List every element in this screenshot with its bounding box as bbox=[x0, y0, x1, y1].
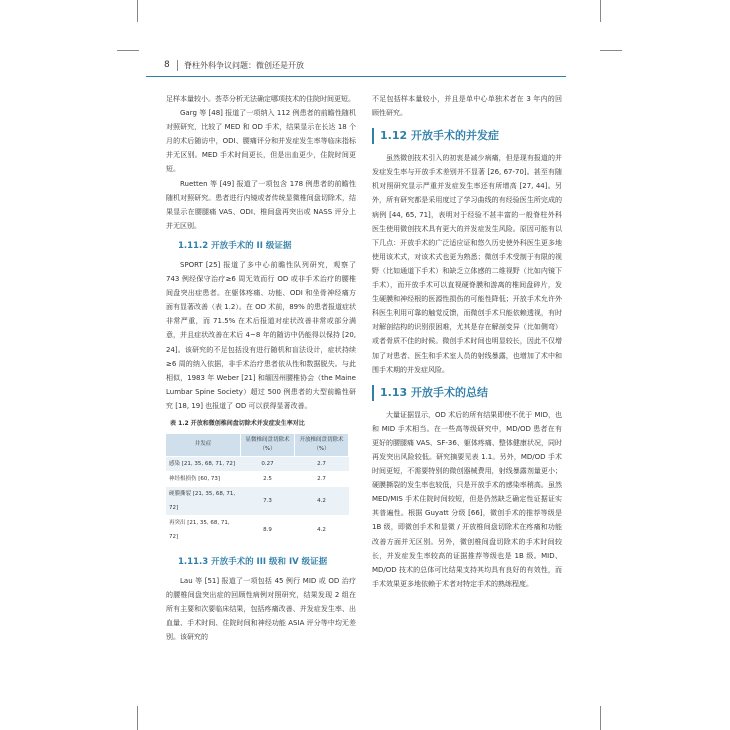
crop-mark bbox=[117, 50, 139, 51]
running-header bbox=[146, 58, 566, 77]
table-cell: 硬膜撕裂 [21, 35, 68, 71, 72] bbox=[166, 487, 241, 516]
crop-mark bbox=[137, 0, 138, 22]
table-cell: 2.5 bbox=[241, 472, 295, 487]
left-column bbox=[166, 92, 356, 644]
section-heading: 1.13 开放手术的总结 bbox=[372, 385, 562, 401]
table-cell: 7.3 bbox=[241, 487, 295, 516]
subsection-heading: 1.11.3 开放手术的 III 级和 IV 级证据 bbox=[178, 556, 328, 567]
crop-mark bbox=[600, 706, 601, 730]
section-heading: 1.12 开放手术的并发症 bbox=[372, 128, 562, 144]
table-cell: 再突出 [21, 35, 68, 71, 72] bbox=[166, 516, 241, 545]
table-cell: 4.2 bbox=[295, 487, 349, 516]
crop-mark bbox=[600, 50, 622, 51]
paragraph: Garg 等 [48] 报道了一项纳入 112 例患者的前瞻性随机对照研究，比较了 MED 和 OD 手术，结果显示在长达 18 个月的术后随访中，ODI、腰痛评分和并发症发生率等临床指标并无区别。MED 手术时间更长，但是出血更少，住院时间更短。 bbox=[166, 109, 356, 174]
right-column bbox=[372, 92, 562, 591]
paragraph: 大量证据显示，OD 术后的所有结果即使不优于 MID，也和 MID 手术相当。在一些高等级研究中，MD/OD 患者在有更好的腰腿痛 VAS、SF-36、躯体疼痛、整体健康状况，同时再发突出风险较低。研究摘要见表 1.1。另外，MD/OD 手术时间更短，不需要特别的微创器械费用，射线暴露剂量更小；硬膜撕裂的发生率也较低，只是开放手术的感染率稍高。虽然 MED/MIS 手术住院时间较短，但是仍然缺乏确定性证据证实其普遍性。根据 Guyatt 分级 [66]，微创手术的推荐等级是 1B 级，即微创手术和显微 / 开放椎间盘切除术在疼痛和功能改善方面并无区别。另外，微创椎间盘切除术的手术时间较长，并发症发生率较高的证据推荐等级也是 1B 级。MID、MD/OD 技术的总体可比结果支持其均具有良好的有效性，而手术效果更多地依赖于术者对特定手术的熟练程度。 bbox=[372, 410, 562, 588]
table-cell: 4.2 bbox=[295, 516, 349, 545]
table-row bbox=[166, 487, 349, 516]
table-cell: 神经根损伤 [60, 73] bbox=[166, 472, 241, 487]
table-cell: 0.27 bbox=[241, 456, 295, 471]
table-row bbox=[166, 472, 349, 487]
table-row bbox=[166, 456, 349, 471]
table-cell: 8.9 bbox=[241, 516, 295, 545]
running-title: 脊柱外科争议问题：微创还是开放 bbox=[184, 61, 304, 70]
paragraph: SPORT [25] 报道了多中心前瞻性队列研究，观察了 743 例经保守治疗≥6 周无效而行 OD 或非手术治疗的腰椎间盘突出症患者。在躯体疼痛、功能、ODI 和坐骨神经痛方面有显著改善（表 1.2）。在 OD 术前，89% 的患者报道症状非常严重，而 71.5% 在术后报道对症状改善非常或部分满意，并且症状改善在术后 4~8 年的随访中仍能得以保持 [20, 24]。该研究的不足包括没有进行随机和盲法设计，症状持续≥6 周的纳入依据，非手术治疗患者依从性和数据脱失。与此相似，1983 年 Weber [21] 和缅因州腰椎协会（the Maine Lumbar Spine Society）超过 500 例患者的大型前瞻性研究 [18, 19] 也报道了 OD 可以获得显著改善。 bbox=[166, 260, 356, 410]
paragraph: Lau 等 [51] 报道了一项包括 45 例行 MID 或 OD 治疗的腰椎间盘突出症的回顾性病例对照研究，结果发现 2 组在所有主要和次要临床结果，包括疼痛改善、并发症发生率、出血量、手术时间、住院时间和神经功能 ASIA 评分等中均无差别。该研究的 bbox=[166, 576, 356, 641]
complications-table bbox=[166, 434, 349, 545]
subsection-heading: 1.11.2 开放手术的 II 级证据 bbox=[178, 240, 292, 251]
table-header: 开放椎间盘切除术（%） bbox=[295, 434, 349, 457]
table-row bbox=[166, 516, 349, 545]
table-header: 并发症 bbox=[166, 434, 241, 457]
paragraph: 虽然微创技术引入的初衷是减少病痛，但是现有报道的并发症发生率与开放手术差别并不显著 [26, 67-70]。甚至有随机对照研究显示严重并发症发生率还有所增高 [27, 44]。另外，所有研究都是采用度过了学习曲线的有经验医生所完成的病例 [44, 65, 71]，表明对于经验不甚丰富的一般脊柱外科医生使用微创技术具有更大的并发症发生风险。原因可能有以下几点：开放手术的广泛适应证和悠久历史使外科医生更多地使用该术式，对该术式也更为熟悉；微创手术受制于有限的视野（比如通道下手术）和缺乏立体感的二维视野（比如内镜下手术），而开放手术可以直视硬脊膜和游离的椎间盘碎片，发生硬膜和神经根的医源性损伤的可能性降低；开放手术允许外科医生利用可靠的触觉反馈，而微创手术只能依赖透视，有时对解剖结构的识别很困难，尤其是存在解剖变异（比如侧弯）或者骨质不佳的时候。微创手术时间也明显较长，因此不仅增加了对患者、医生和手术室人员的射线暴露，也增加了术中和围手术期的并发症风险。 bbox=[372, 154, 562, 374]
table-caption: 表 1.2 开放和微创椎间盘切除术并发症发生率对比 bbox=[170, 419, 305, 427]
table-cell: 2.7 bbox=[295, 456, 349, 471]
paragraph: 不足包括样本量较小，并且是单中心单独术者在 3 年内的回顾性研究。 bbox=[372, 95, 562, 118]
table-header: 显微椎间盘切除术（%） bbox=[241, 434, 295, 457]
paragraph: 足样本量较小。荟萃分析无法确定哪项技术的住院时间更短。 bbox=[166, 95, 355, 103]
crop-mark bbox=[600, 0, 601, 22]
table-cell: 2.7 bbox=[295, 472, 349, 487]
crop-mark bbox=[137, 706, 138, 730]
table-cell: 感染 [21, 35, 68, 71, 72] bbox=[166, 456, 241, 471]
header-divider bbox=[177, 60, 178, 71]
page-number: 8 bbox=[164, 60, 170, 70]
paragraph: Ruetten 等 [49] 报道了一项包含 178 例患者的前瞻性随机对照研究。患者进行内镜或者传统显微椎间盘切除术，结果显示在腰腿痛 VAS、ODI、椎间盘再突出或 NASS 评分上并无区别。 bbox=[166, 179, 356, 230]
